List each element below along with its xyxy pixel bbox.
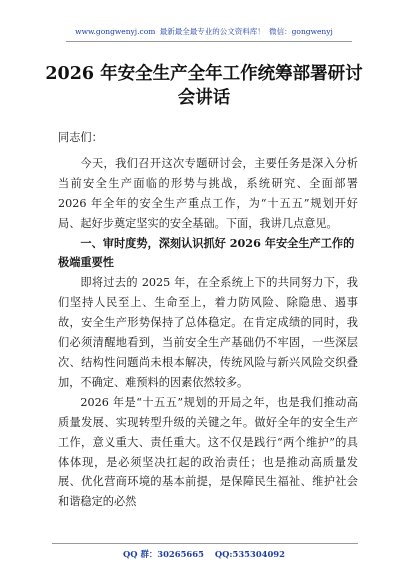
header-divider: [66, 41, 352, 42]
page-header: [0, 26, 408, 37]
title-line-2: 会讲话: [177, 88, 231, 108]
section-heading-1: 一、审时度势，深刻认识抓好 2026 年安全生产工作的极端重要性: [58, 235, 355, 270]
document-body: [58, 128, 358, 512]
footer-divider: [52, 543, 358, 544]
section-1-paragraph-2: 2026 年是“十五五”规划的开局之年，也是我们推动高质量发展、实现转型升级的关键之年。做好全年的安全生产工作，意义重大、责任重大。这不仅是践行“两个维护”的具体体现，是必须坚决扛起的政治责任；也是推动高质量发展、优化营商环境的基本前提，是保障民生福祉、维护社会和谐稳定的必然: [58, 395, 358, 509]
salutation: 同志们：: [58, 131, 103, 144]
header-slogan: 最新最全最专业的公文资料库！: [159, 27, 265, 36]
header-website-link[interactable]: www.gongwenyj.com: [75, 27, 156, 36]
document-title: [40, 62, 368, 110]
intro-paragraph: 今天，我们召开这次专题研讨会，主要任务是深入分析当前安全生产面临的形势与挑战，系统研究、全面部署 2026 年全年的安全生产重点工作，为“十五五”规划开好局、起好步奠定坚实的安全基础。下面，我讲几点意见。: [58, 156, 358, 230]
footer-qq-contact: QQ:535304092: [214, 549, 285, 559]
footer-qq-group: QQ 群：30265665: [123, 549, 204, 559]
header-wechat: 微信：gongwenyj: [269, 27, 333, 36]
page-footer: [0, 548, 408, 560]
title-line-1: 2026 年安全生产全年工作统筹部署研讨: [45, 64, 363, 84]
section-1-paragraph-1: 即将过去的 2025 年，在全系统上下的共同努力下，我们坚持人民至上、生命至上，着力防风险、除隐患、遏事故，安全生产形势保持了总体稳定。在肯定成绩的同时，我们必须清醒地看到，当前安全生产基础仍不牢固，一些深层次、结构性问题尚未根本解决，传统风险与新兴风险交织叠加，不确定、难预料的因素依然较多。: [58, 276, 358, 389]
